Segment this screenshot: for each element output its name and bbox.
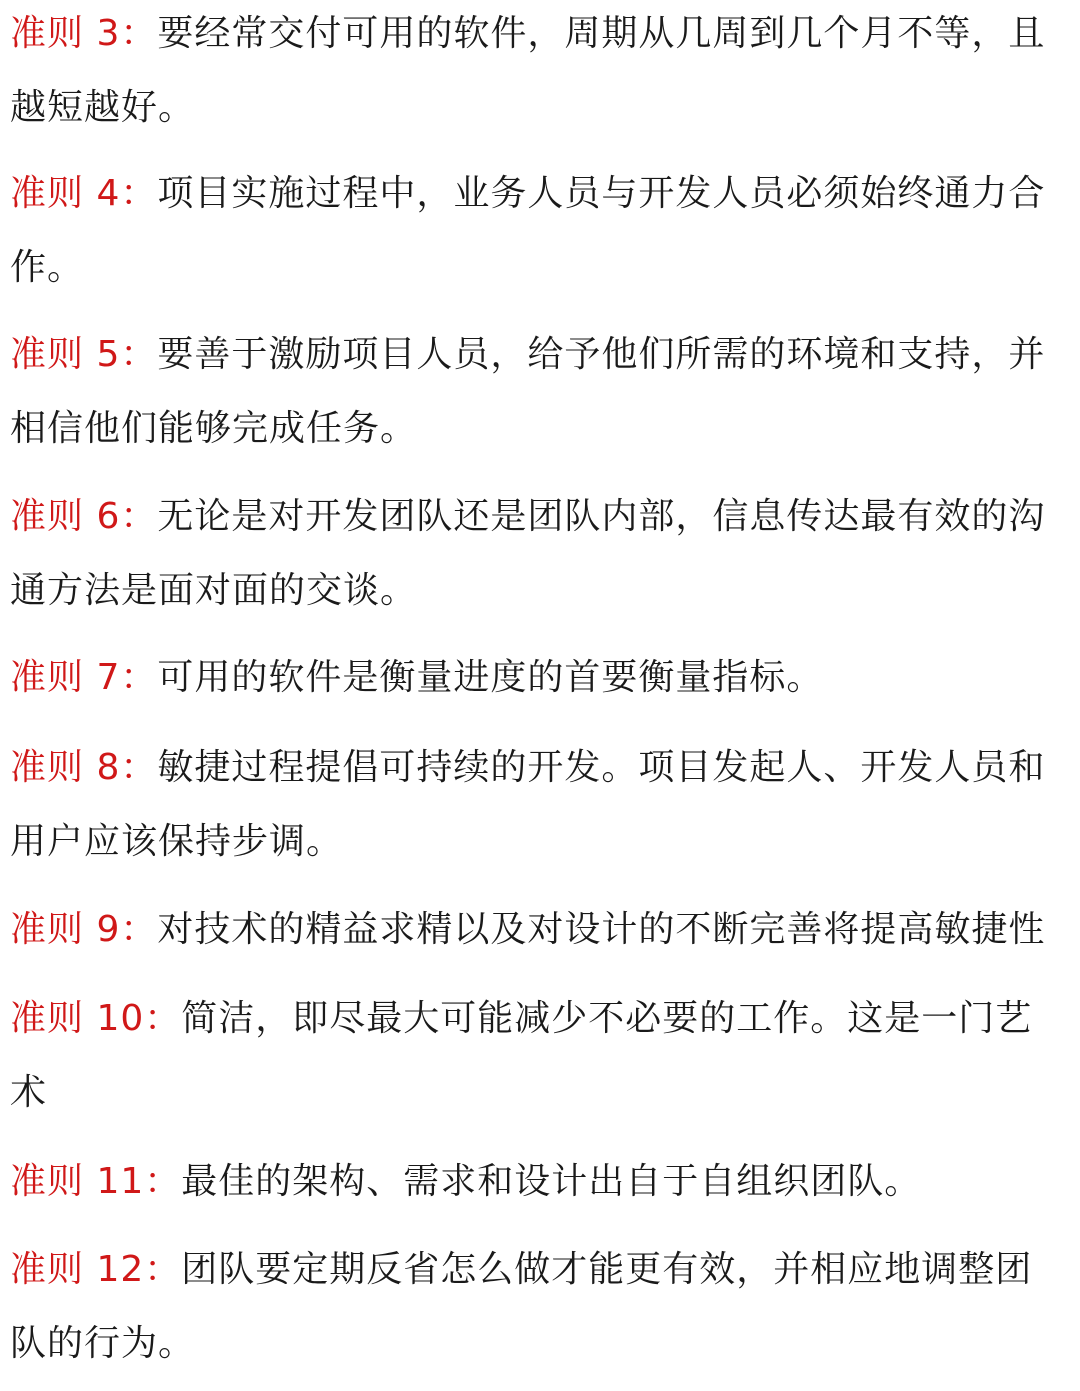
rule-3-label: 准则 3：	[10, 13, 158, 54]
rule-10-text: 简洁，即尽最大可能减少不必要的工作。这是一门艺术	[10, 998, 1033, 1113]
rule-11	[10, 1145, 1060, 1219]
rule-9	[10, 893, 1060, 967]
rule-9-text: 对技术的精益求精以及对设计的不断完善将提高敏捷性	[157, 909, 1046, 950]
rule-4-label: 准则 4：	[10, 173, 158, 214]
rule-5	[10, 318, 1060, 466]
rule-6-text: 无论是对开发团队还是团队内部，信息传达最有效的沟通方法是面对面的交谈。	[10, 496, 1046, 611]
rule-10-label: 准则 10：	[10, 998, 182, 1039]
rule-7-text: 可用的软件是衡量进度的首要衡量指标。	[157, 657, 824, 698]
rule-7-label: 准则 7：	[10, 657, 158, 698]
rule-11-label: 准则 11：	[10, 1161, 182, 1202]
rule-3-text: 要经常交付可用的软件，周期从几周到几个月不等，且越短越好。	[10, 13, 1046, 128]
rule-8-label: 准则 8：	[10, 747, 158, 788]
rule-4	[10, 157, 1060, 305]
rule-12-label: 准则 12：	[10, 1249, 182, 1290]
rule-9-label: 准则 9：	[10, 909, 158, 950]
rule-8-text: 敏捷过程提倡可持续的开发。项目发起人、开发人员和用户应该保持步调。	[10, 747, 1046, 862]
rule-10	[10, 982, 1060, 1130]
rule-6-label: 准则 6：	[10, 496, 158, 537]
rule-5-label: 准则 5：	[10, 334, 158, 375]
rule-7	[10, 641, 1060, 715]
rule-4-text: 项目实施过程中，业务人员与开发人员必须始终通力合作。	[10, 173, 1046, 288]
rule-8	[10, 731, 1060, 879]
rule-5-text: 要善于激励项目人员，给予他们所需的环境和支持，并相信他们能够完成任务。	[10, 334, 1046, 449]
rule-6	[10, 480, 1060, 628]
rule-12	[10, 1233, 1060, 1381]
rule-12-text: 团队要定期反省怎么做才能更有效，并相应地调整团队的行为。	[10, 1249, 1033, 1364]
rule-11-text: 最佳的架构、需求和设计出自于自组织团队。	[181, 1161, 922, 1202]
rule-3	[10, 0, 1060, 145]
